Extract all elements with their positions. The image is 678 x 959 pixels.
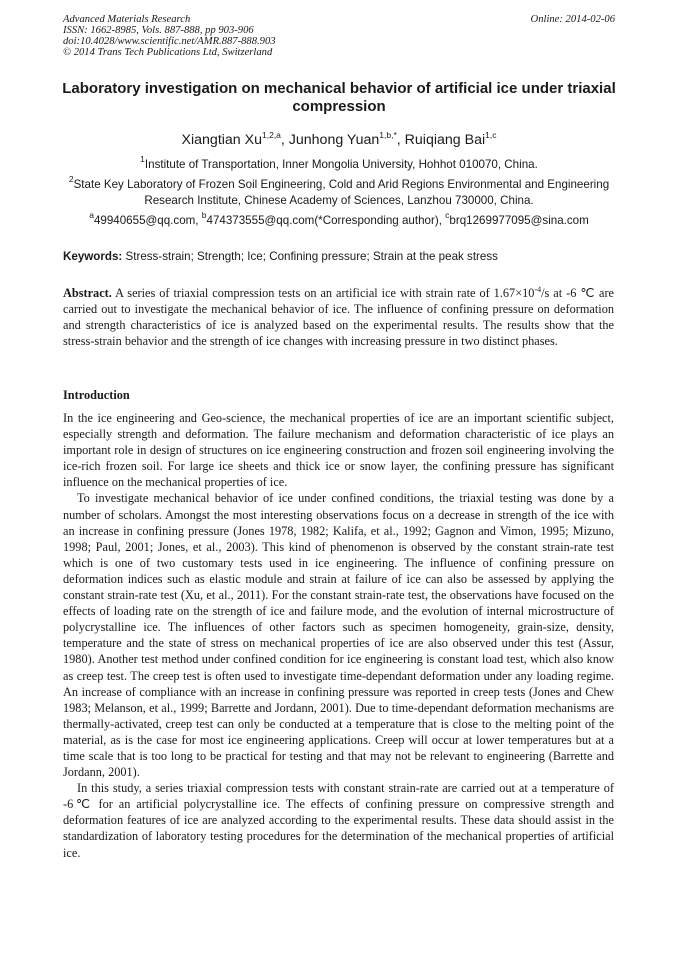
affiliation-text: State Key Laboratory of Frozen Soil Engineering, Cold and Arid Regions Environmental and Engineering Research Institute, Chinese Academy of Sciences, Lanzhou 730000, China. [73, 178, 610, 207]
body-paragraph: In this study, a series triaxial compression tests with constant strain-rate are carried out at a temperature of -6℃ for an artificial polycrystalline ice. The effects of confining pressure on compressive strength and deformation features of ice are analyzed according to the experimental results. These data should assist in the standardization of laboratory testing procedures for the determination of the mechanical properties of artificial ice. [63, 781, 614, 860]
email-marker: c [445, 210, 450, 220]
journal-name: Advanced Materials Research [63, 14, 191, 25]
email-marker: b [201, 210, 207, 220]
affiliation-text: Institute of Transportation, Inner Mongolia University, Hohhot 010070, China. [144, 158, 538, 171]
paper-title: Laboratory investigation on mechanical behavior of artificial ice under triaxial compression [62, 80, 616, 115]
body-paragraph: To investigate mechanical behavior of ice under confined conditions, the triaxial testing was done by a number of scholars. Amongst the most interesting observations focus on a decrease in strength of the ice with an increase in confining pressure (Jones 1978, 1982; Kalifa, et al., 1992; Gagnon and Vimon, 1995; Mizuno, 1998; Paul, 2001; Jones, et al., 2003). This kind of phenomenon is observed by the constant strain-rate test which is one of two customary tests used in ice engineering. The influence of confining pressure on deformation indices such as elastic module and strain at failure of ice can also be assessed by applying the constant strain-rate test (Xu, et al., 2011). For the constant strain-rate test, the observations have focused on the effects of loading rate on the strength of ice and failure mode, and the evolution of internal microstructure of polycrystalline ice. The influences of other factors such as specimen homogeneity, grain-size, density, temperature and the state of stress on mechanical properties of ice are also observed under this test (Assur, 1980). Another test method under confined condition for ice engineering is constant load test, which also know as creep test. The creep test is often used to investigate time-dependant deformation under any loading regime. An increase of compliance with an increase in confining pressure was reported in creep tests (Jones and Chew 1983; Melanson, et al., 1999; Barrette and Jordann, 2001). Due to time-dependant deformation mechanisms are thermally-activated, creep test can only be conducted at a temperature that is close to the melting point of the material, as is the case for most ice engineering applications. Creep will occur at lower temperatures but at a time scale that is too long to be practical for testing and that may not be relevant to engineering (Barrette and Jordann, 2001). [63, 491, 614, 780]
email-text: brq1269977095@sina.com [449, 214, 589, 227]
abstract-exponent: -4 [534, 285, 542, 294]
abstract-text: A series of triaxial compression tests on an artificial ice with strain rate of 1.67×10 [111, 286, 535, 300]
author-name: Ruiqiang Bai [404, 132, 486, 148]
journal-doi: doi:10.4028/www.scientific.net/AMR.887-888.903 [63, 36, 276, 47]
keywords-label: Keywords: [63, 250, 123, 263]
author-affiliation-marker: 1,b,* [379, 130, 397, 140]
affiliation-2 [60, 174, 618, 209]
introduction-body [63, 410, 614, 861]
journal-copyright: © 2014 Trans Tech Publications Ltd, Switzerland [63, 47, 273, 58]
affiliation-marker: 2 [68, 174, 74, 184]
body-paragraph: In the ice engineering and Geo-science, the mechanical properties of ice are an important scientific subject, especially strength and deformation. The failure mechanism and deformation characteristic of ice plays an important role in design of structures on ice engineering construction and frozen soil engineering involving the ice-rich frozen soil. For large ice sheets and thick ice or snow layer, the confining pressure has significant influence on the mechanical properties of ice. [63, 411, 614, 490]
journal-header [63, 14, 276, 58]
affiliation-1 [60, 154, 618, 173]
online-date: Online: 2014-02-06 [530, 14, 615, 25]
keywords-text: Stress-strain; Strength; Ice; Confining pressure; Strain at the peak stress [122, 250, 498, 263]
author-affiliation-marker: 1,2,a [262, 130, 281, 140]
abstract-text: /s at -6 ℃ are carried out to investigate the mechanical behavior of ice. The influence of confining pressure on deformation and strength characteristics of ice is analyzed based on the experimental results. The results show that the stress-strain behavior and the strength of ice changes with increasing pressure in two distinct phases. [63, 286, 615, 348]
abstract [63, 286, 614, 350]
email-marker: a [89, 210, 94, 220]
journal-issn: ISSN: 1662-8985, Vols. 887-888, pp 903-906 [63, 25, 254, 36]
email-text: 49940655@qq.com, [93, 214, 202, 227]
author-name: Junhong Yuan [288, 132, 380, 148]
author-emails [60, 210, 618, 229]
author-name: Xiangtian Xu [181, 132, 262, 148]
affiliation-marker: 1 [140, 154, 145, 164]
author-list: Xiangtian Xu$^{1,2,a}$, Junhong Yuan$^{1,b,*}$, Ruiqiang Bai$^{1,c}$ [181, 130, 497, 148]
email-text: 474373555@qq.com(*Corresponding author), [206, 214, 446, 227]
abstract-label: Abstract. [63, 286, 112, 300]
section-heading: Introduction [63, 388, 130, 402]
keywords [63, 249, 615, 264]
author-affiliation-marker: 1,c [485, 130, 497, 140]
